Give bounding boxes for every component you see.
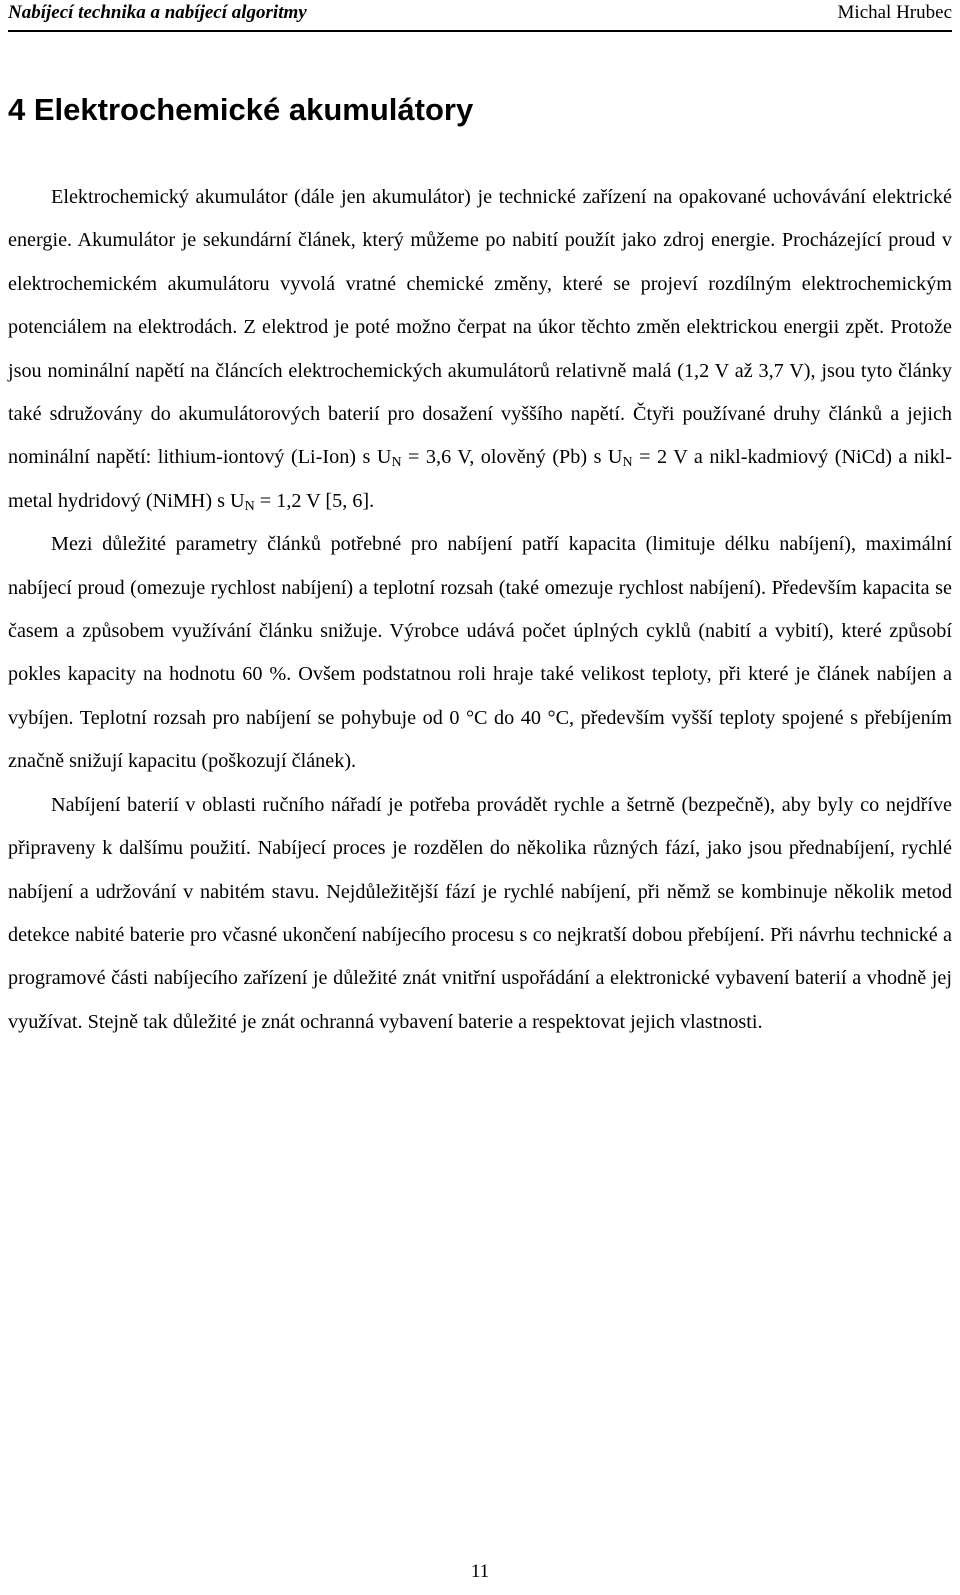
chapter-title: 4 Elektrochemické akumulátory [8,92,474,127]
page-number: 11 [470,1561,490,1582]
header-author: Michal Hrubec [837,2,952,23]
subscript-nominal: N [391,455,402,471]
chapter-body [8,176,952,1044]
paragraph-charging-tools: Nabíjení baterií v oblasti ručního nářadí je potřeba provádět rychle a šetrně (bezpečně), aby byly co nejdříve připraveny k dalšímu použití. Nabíjecí proces je rozdělen do několika různých fází, jako jsou přednabíjení, rychlé nabíjení a udržování v nabitém stavu. Nejdůležitější fází je rychlé nabíjení, při němž se kombinuje několik metod detekce nabité baterie pro včasné ukončení nabíjecího procesu s co nejkratší dobou přebíjení. Při návrhu technické a programové části nabíjecího zařízení je důležité znát vnitřní uspořádání a elektronické vybavení baterií a vhodně jej využívat. Stejně tak důležité je znát ochranná vybavení baterie a respektovat jejich vlastnosti. [8,793,952,1033]
paragraph-text: = 1,2 V [5, 6]. [254,489,375,512]
paragraph-text: = 2 V a nikl-kadmiový (NiCd) a nikl-metal hydridový (NiMH) s U [8,446,952,512]
paragraph-cell-parameters: Mezi důležité parametry článků potřebné pro nabíjení patří kapacita (limituje délku nabíjení), maximální nabíjecí proud (omezuje rychlost nabíjení) a teplotní rozsah (také omezuje rychlost nabíjení). Především kapacita se časem a způsobem využívání článku snižuje. Výrobce udává počet úplných cyklů (nabití a vybití), které způsobí pokles kapacity na hodnotu 60 %. Ovšem podstatnou roli hraje také velikost teploty, při které je článek nabíjen a vybíjen. Teplotní rozsah pro nabíjení se pohybuje od 0 °C do 40 °C, především vyšší teploty spojené s přebíjením značně snižují kapacitu (poškozují článek). [8,533,952,773]
paragraph-text: = 3,6 V, olověný (Pb) s U [401,446,623,469]
paragraph-battery-definition [8,176,952,523]
paragraph-text: Elektrochemický akumulátor (dále jen akumulátor) je technické zařízení na opakované uchovávání elektrické energie. Akumulátor je sekundární článek, který můžeme po nabití použít jako zdroj energie. Procházející proud v elektrochemickém akumulátoru vyvolá vratné chemické změny, které se projeví rozdílným elektrochemickým potenciálem na elektrodách. Z elektrod je poté možno čerpat na úkor těchto změn elektrickou energii zpět. Protože jsou nominální napětí na článcích elektrochemických akumulátorů relativně malá (1,2 V až 3,7 V), jsou tyto články také sdružovány do akumulátorových baterií pro dosažení vyššího napětí. Čtyři používané druhy článků a jejich nominální napětí: lithium-iontový (Li-Ion) s U [8,186,952,469]
subscript-nominal: N [622,455,633,471]
header-document-title: Nabíjecí technika a nabíjecí algoritmy [8,2,307,23]
page-header [8,0,952,32]
subscript-nominal: N [244,498,255,514]
